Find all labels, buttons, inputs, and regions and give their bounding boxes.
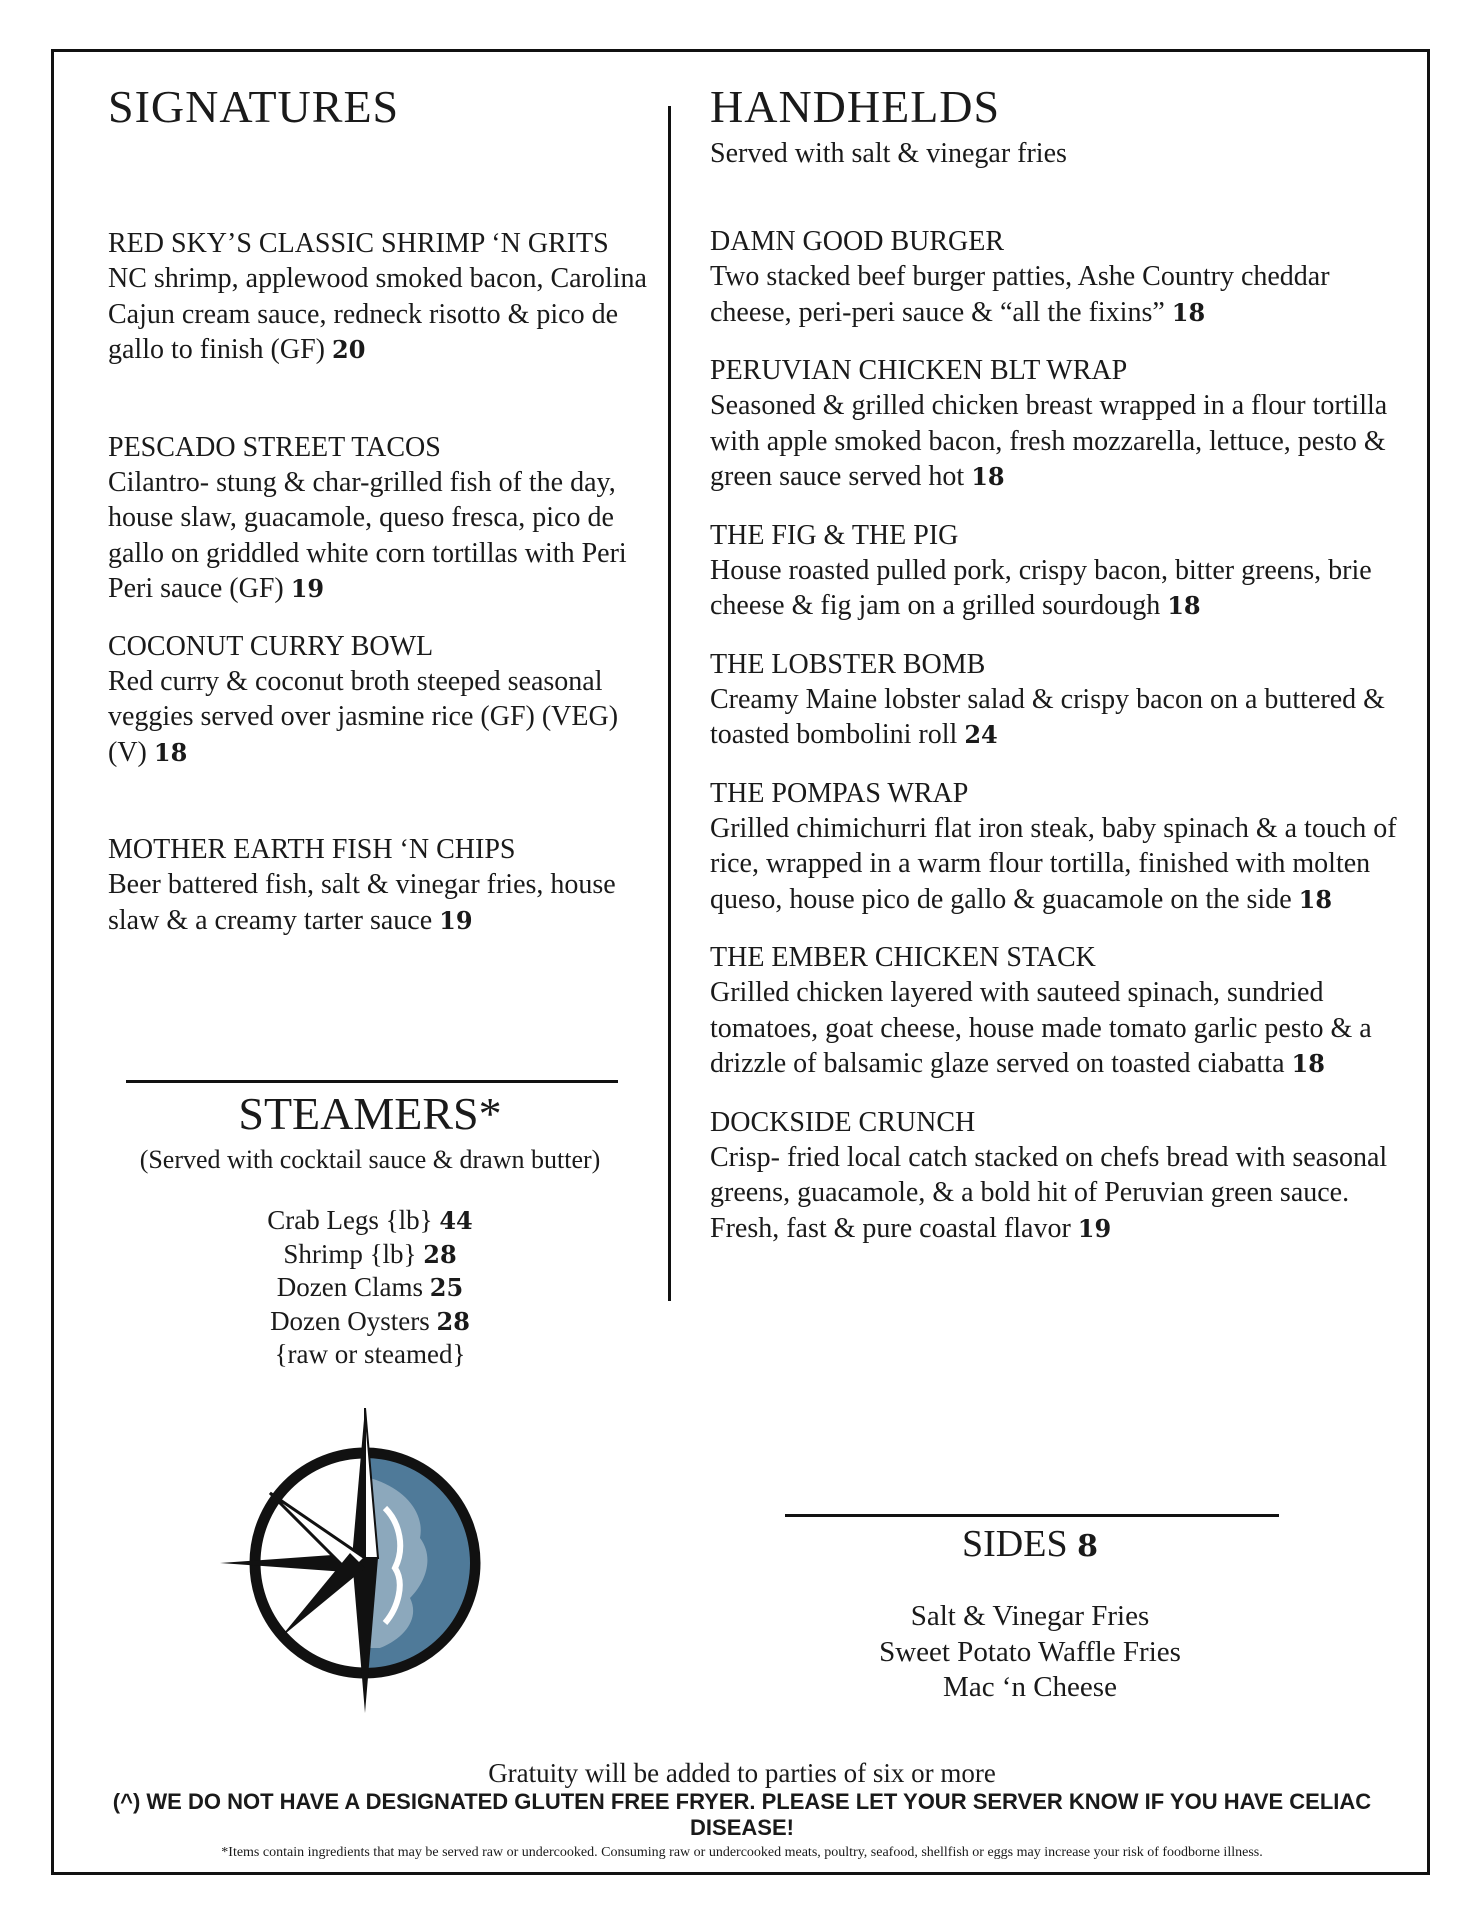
item-name: COCONUT CURRY BOWL xyxy=(108,630,434,662)
gratuity-note: Gratuity will be added to parties of six or more xyxy=(488,1758,996,1788)
steamers-subtitle: (Served with cocktail sauce & drawn butter) xyxy=(139,1145,601,1174)
menu-item xyxy=(108,226,648,368)
item-desc: Creamy Maine lobster salad & crispy bacon on a buttered & toasted bombolini roll 24 xyxy=(710,683,1385,750)
item-price: 19 xyxy=(290,574,325,603)
menu-item xyxy=(710,518,1400,624)
item-name: DOCKSIDE CRUNCH xyxy=(710,1106,976,1138)
sides-title: SIDES 8 xyxy=(962,1523,1098,1565)
item-name: RED SKY’S CLASSIC SHRIMP ‘N GRITS xyxy=(108,228,609,259)
sides-price: 8 xyxy=(1077,1529,1098,1564)
item-desc: House roasted pulled pork, crispy bacon, bitter greens, brie cheese & fig jam on a grilled sourdough 18 xyxy=(710,554,1372,621)
item-price: 18 xyxy=(1298,884,1333,914)
steamers-note: {raw or steamed} xyxy=(274,1339,466,1369)
compass-rose-icon xyxy=(220,1408,510,1713)
item-price: 19 xyxy=(439,905,473,935)
steamers-section xyxy=(110,1088,630,1371)
menu-item xyxy=(710,1105,1400,1247)
item-price: 28 xyxy=(423,1239,457,1269)
item-price: 25 xyxy=(429,1273,464,1302)
item-price: 18 xyxy=(1167,591,1201,620)
item-desc: Seasoned & grilled chicken breast wrapped in a flour tortilla with apple smoked bacon, fresh mozzarella, lettuce, pesto & green sauce served hot 18 xyxy=(710,390,1388,492)
item-desc: Beer battered fish, salt & vinegar fries, house slaw & a creamy tarter sauce 19 xyxy=(108,869,616,936)
item-price: 28 xyxy=(436,1306,470,1336)
item-price: 19 xyxy=(1077,1213,1112,1243)
handhelds-section xyxy=(710,80,1400,1246)
menu-item xyxy=(710,940,1400,1082)
menu-item xyxy=(710,224,1400,330)
sides-list xyxy=(790,1599,1270,1706)
footer xyxy=(60,1757,1424,1863)
item-name: PERUVIAN CHICKEN BLT WRAP xyxy=(710,355,1128,386)
menu-item xyxy=(108,629,648,771)
signatures-title: SIGNATURES xyxy=(108,81,400,132)
side-item: Mac ‘n Cheese xyxy=(943,1671,1117,1703)
item-price: 18 xyxy=(1171,297,1206,327)
handhelds-subtitle: Served with salt & vinegar fries xyxy=(710,138,1067,169)
item-desc: Red curry & coconut broth steeped seasonal veggies served over jasmine rice (GF) (VEG) (V) 18 xyxy=(108,665,619,768)
menu-item xyxy=(108,430,648,607)
item-name: THE LOBSTER BOMB xyxy=(710,648,986,680)
steamer-item: Dozen Clams 25 xyxy=(276,1272,464,1302)
signatures-section xyxy=(108,80,648,938)
gluten-warning: (^) WE DO NOT HAVE A DESIGNATED GLUTEN FREE FRYER. PLEASE LET YOUR SERVER KNOW IF YOU HAVE CELIAC DISEASE! xyxy=(112,1789,1372,1840)
item-price: 18 xyxy=(971,462,1005,491)
item-desc: NC shrimp, applewood smoked bacon, Carolina Cajun cream sauce, redneck risotto & pico de gallo to finish (GF) 20 xyxy=(108,263,647,365)
item-price: 20 xyxy=(332,335,366,364)
item-name: PESCADO STREET TACOS xyxy=(108,431,441,463)
steamer-item: Dozen Oysters 28 xyxy=(270,1305,470,1336)
sides-section xyxy=(790,1522,1270,1706)
menu-item xyxy=(710,647,1400,753)
item-price: 24 xyxy=(964,720,998,749)
item-name: THE EMBER CHICKEN STACK xyxy=(710,942,1096,973)
item-price: 18 xyxy=(153,737,188,767)
item-desc: Grilled chicken layered with sauteed spinach, sundried tomatoes, goat cheese, house made tomato garlic pesto & a drizzle of balsamic glaze served on toasted ciabatta 18 xyxy=(710,977,1372,1079)
steamers-list xyxy=(110,1204,630,1371)
item-name: THE POMPAS WRAP xyxy=(710,777,969,809)
menu-item xyxy=(108,832,648,938)
item-name: THE FIG & THE PIG xyxy=(710,519,959,551)
raw-food-disclaimer: *Items contain ingredients that may be served raw or undercooked. Consuming raw or undercooked meats, poultry, seafood, shellfish or eggs may increase your risk of foodborne illness. xyxy=(221,1845,1263,1860)
item-desc: Grilled chimichurri flat iron steak, baby spinach & a touch of rice, wrapped in a warm flour tortilla, finished with molten queso, house pico de gallo & guacamole on the side 18 xyxy=(710,812,1397,915)
side-item: Sweet Potato Waffle Fries xyxy=(879,1635,1181,1668)
steamer-item: Shrimp {lb} 28 xyxy=(283,1238,457,1269)
steamers-divider xyxy=(126,1080,618,1083)
item-name: DAMN GOOD BURGER xyxy=(710,226,1005,257)
item-desc: Two stacked beef burger patties, Ashe Country cheddar cheese, peri-peri sauce & “all the fixins” 18 xyxy=(710,261,1330,328)
handhelds-title: HANDHELDS xyxy=(710,81,1001,132)
item-price: 44 xyxy=(439,1206,473,1235)
item-desc: Crisp- fried local catch stacked on chefs bread with seasonal greens, guacamole, & a bold hit of Peruvian green sauce. Fresh, fast & pure coastal flavor 19 xyxy=(710,1141,1388,1244)
item-desc: Cilantro- stung & char-grilled fish of the day, house slaw, guacamole, queso fresca, pico de gallo on griddled white corn tortillas with Peri Peri sauce (GF) 19 xyxy=(108,466,627,604)
menu-item xyxy=(710,776,1400,918)
item-price: 18 xyxy=(1291,1049,1325,1078)
menu-item xyxy=(710,353,1400,495)
steamer-item: Crab Legs {lb} 44 xyxy=(267,1205,473,1235)
column-divider xyxy=(668,106,671,1301)
steamers-title: STEAMERS* xyxy=(238,1088,502,1139)
item-name: MOTHER EARTH FISH ‘N CHIPS xyxy=(108,834,516,865)
sides-divider xyxy=(785,1514,1279,1517)
side-item: Salt & Vinegar Fries xyxy=(910,1600,1150,1632)
